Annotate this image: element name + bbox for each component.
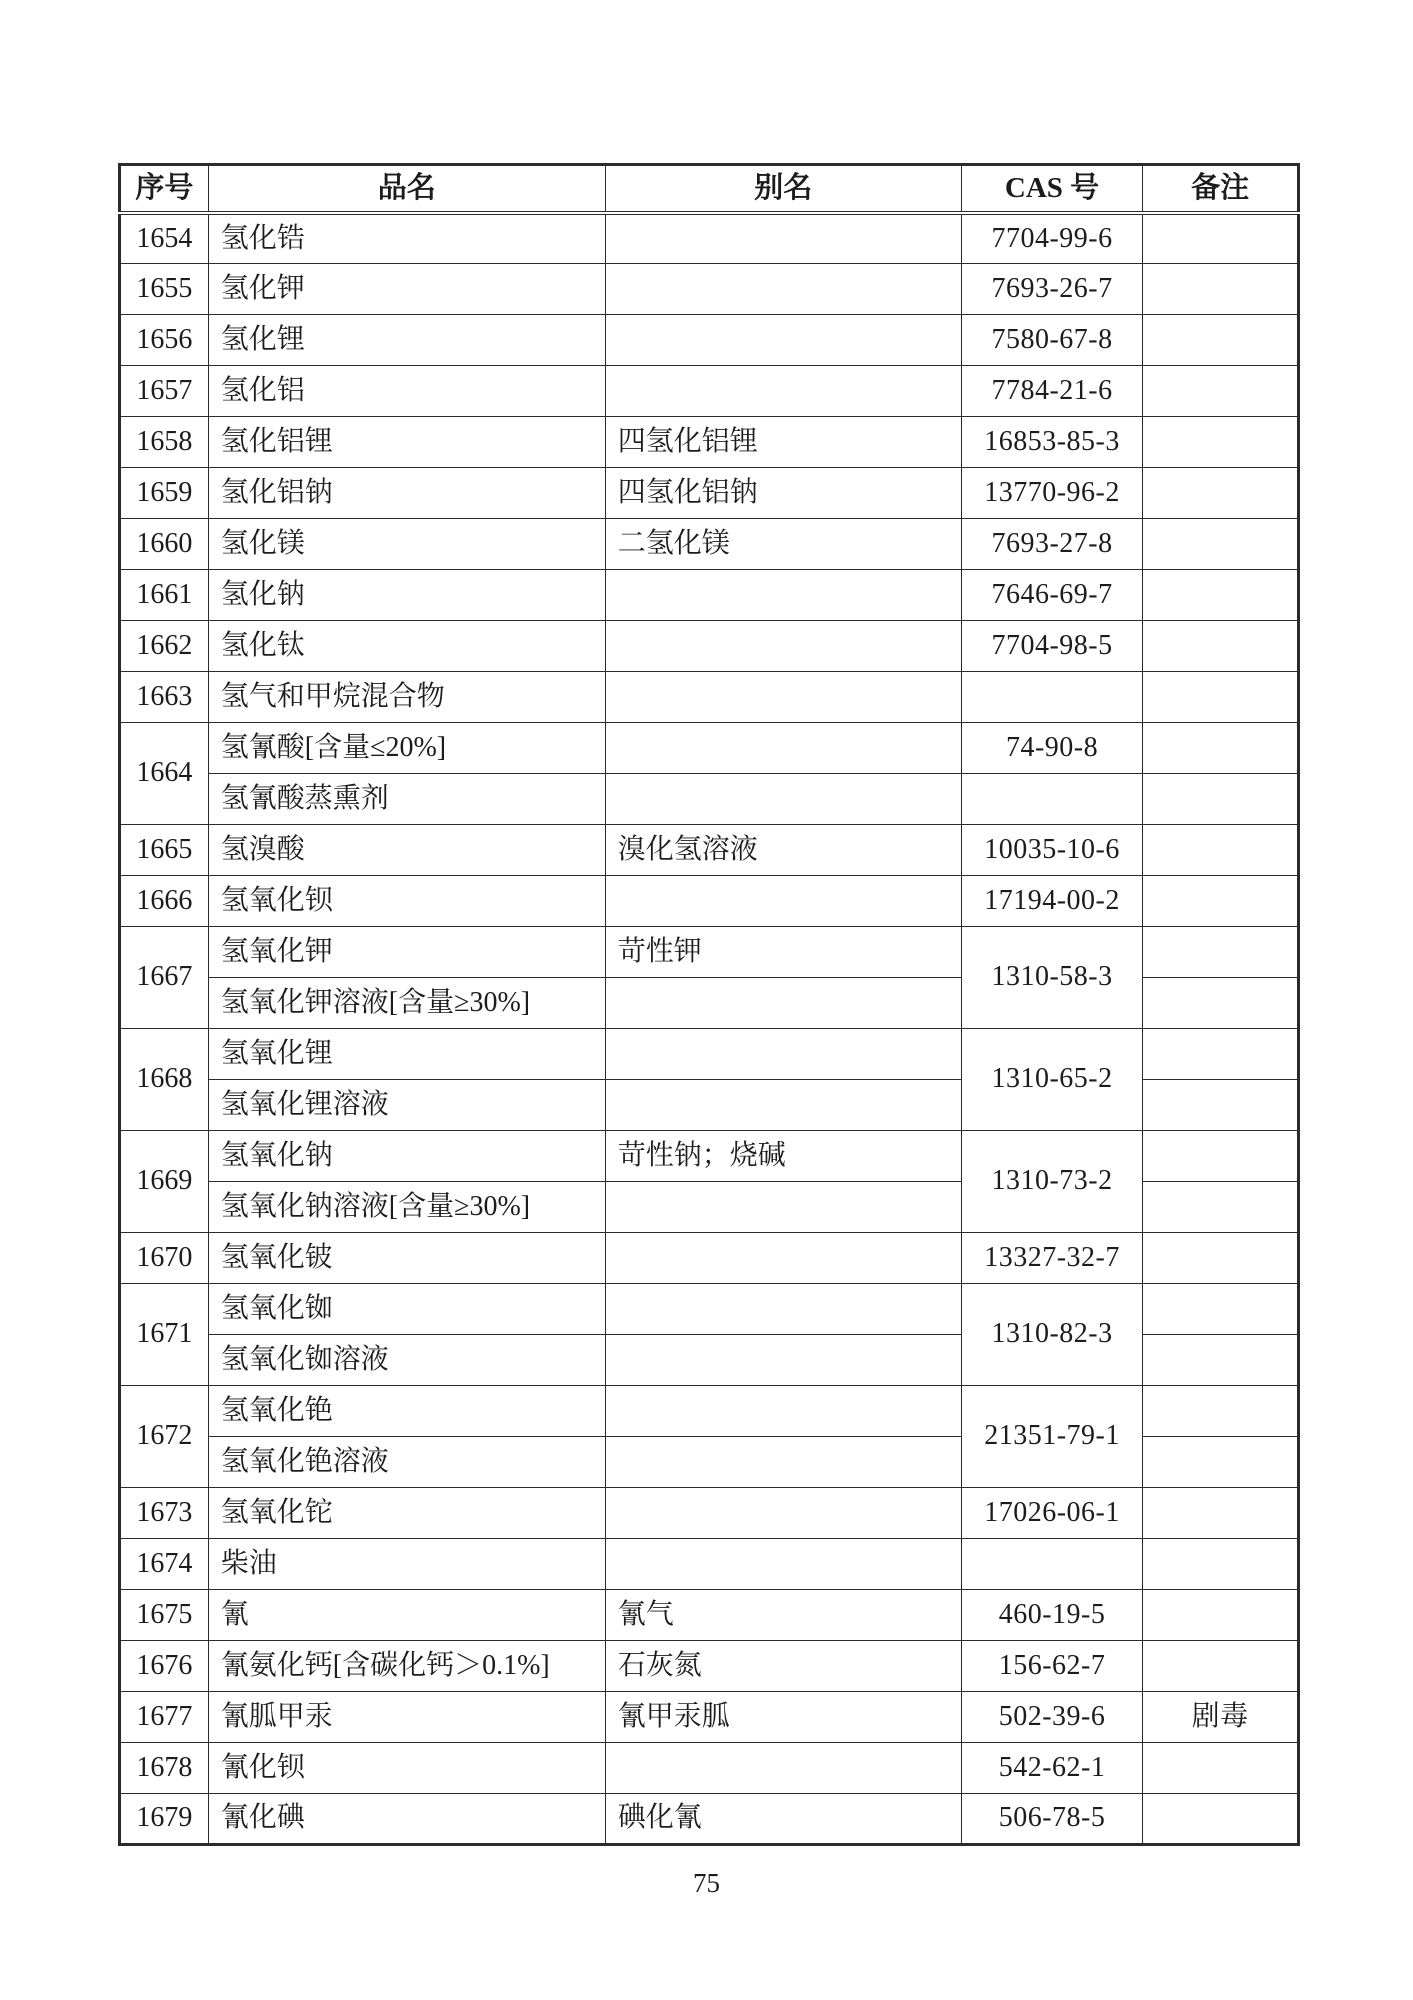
cell-remark: 剧毒 [1143, 1692, 1299, 1743]
table-row [120, 264, 1299, 315]
cell-alias [605, 213, 961, 264]
cell-alias [605, 1488, 961, 1539]
cell-cas: 13327-32-7 [961, 1233, 1143, 1284]
cell-name: 氢氧化钡 [208, 876, 605, 927]
cell-remark [1143, 315, 1299, 366]
col-header-remark: 备注 [1143, 165, 1299, 213]
cell-serial: 1675 [120, 1590, 209, 1641]
table-row [120, 1029, 1299, 1080]
cell-cas: 156-62-7 [961, 1641, 1143, 1692]
cell-alias [605, 1284, 961, 1335]
cell-name: 氢化钾 [208, 264, 605, 315]
cell-serial: 1657 [120, 366, 209, 417]
cell-remark [1143, 1233, 1299, 1284]
cell-serial: 1676 [120, 1641, 209, 1692]
cell-remark [1143, 672, 1299, 723]
table-row [120, 417, 1299, 468]
cell-remark [1143, 468, 1299, 519]
cell-remark [1143, 1131, 1299, 1182]
cell-name: 氢化锆 [208, 213, 605, 264]
cell-serial: 1654 [120, 213, 209, 264]
cell-remark [1143, 1590, 1299, 1641]
cell-remark [1143, 1539, 1299, 1590]
cell-alias: 氰甲汞胍 [605, 1692, 961, 1743]
cell-name: 氢氧化钠溶液[含量≥30%] [208, 1182, 605, 1233]
cell-cas: 502-39-6 [961, 1692, 1143, 1743]
cell-remark [1143, 978, 1299, 1029]
cell-name: 氢氰酸蒸熏剂 [208, 774, 605, 825]
cell-name: 氢氧化铯 [208, 1386, 605, 1437]
cell-serial: 1669 [120, 1131, 209, 1233]
cell-alias: 氰气 [605, 1590, 961, 1641]
cell-name: 氢氰酸[含量≤20%] [208, 723, 605, 774]
cell-name: 氢氧化铊 [208, 1488, 605, 1539]
cell-alias: 苛性钠；烧碱 [605, 1131, 961, 1182]
cell-remark [1143, 570, 1299, 621]
cell-alias [605, 723, 961, 774]
cell-cas [961, 1539, 1143, 1590]
cell-serial: 1673 [120, 1488, 209, 1539]
cell-cas: 1310-58-3 [961, 927, 1143, 1029]
cell-cas: 1310-73-2 [961, 1131, 1143, 1233]
cell-alias [605, 264, 961, 315]
cell-name: 氢氧化钠 [208, 1131, 605, 1182]
cell-remark [1143, 1641, 1299, 1692]
table-row [120, 1641, 1299, 1692]
cell-serial: 1660 [120, 519, 209, 570]
col-header-name: 品名 [208, 165, 605, 213]
cell-alias [605, 621, 961, 672]
cell-alias [605, 1437, 961, 1488]
table-row [120, 621, 1299, 672]
cell-remark [1143, 876, 1299, 927]
cell-alias [605, 1743, 961, 1794]
table-row [120, 1488, 1299, 1539]
cell-name: 氢化钛 [208, 621, 605, 672]
cell-serial: 1678 [120, 1743, 209, 1794]
cell-name: 氰化钡 [208, 1743, 605, 1794]
cell-remark [1143, 366, 1299, 417]
cell-alias: 溴化氢溶液 [605, 825, 961, 876]
cell-alias [605, 978, 961, 1029]
table-row [120, 723, 1299, 774]
cell-cas: 460-19-5 [961, 1590, 1143, 1641]
cell-name: 氰 [208, 1590, 605, 1641]
cell-cas: 7784-21-6 [961, 366, 1143, 417]
table-row [120, 1131, 1299, 1182]
cell-alias: 碘化氰 [605, 1794, 961, 1845]
cell-name: 氢氧化铷溶液 [208, 1335, 605, 1386]
cell-remark [1143, 1284, 1299, 1335]
cell-name: 氢化铝 [208, 366, 605, 417]
cell-remark [1143, 825, 1299, 876]
cell-cas: 21351-79-1 [961, 1386, 1143, 1488]
cell-alias: 四氢化铝锂 [605, 417, 961, 468]
cell-name: 氢气和甲烷混合物 [208, 672, 605, 723]
cell-name: 氢化锂 [208, 315, 605, 366]
cell-cas: 74-90-8 [961, 723, 1143, 774]
table-row [120, 468, 1299, 519]
cell-alias [605, 1335, 961, 1386]
chemicals-table [118, 163, 1300, 1846]
cell-alias [605, 774, 961, 825]
cell-remark [1143, 774, 1299, 825]
cell-cas: 10035-10-6 [961, 825, 1143, 876]
cell-alias [605, 1539, 961, 1590]
table-row [120, 213, 1299, 264]
chemicals-table-wrap [118, 163, 1300, 1846]
cell-cas [961, 774, 1143, 825]
cell-remark [1143, 519, 1299, 570]
cell-name: 氢氧化锂 [208, 1029, 605, 1080]
cell-serial: 1666 [120, 876, 209, 927]
cell-remark [1143, 621, 1299, 672]
cell-serial: 1664 [120, 723, 209, 825]
cell-cas: 17026-06-1 [961, 1488, 1143, 1539]
cell-alias [605, 315, 961, 366]
cell-cas: 7704-99-6 [961, 213, 1143, 264]
table-row [120, 927, 1299, 978]
table-row [120, 774, 1299, 825]
table-body [120, 213, 1299, 1845]
cell-serial: 1667 [120, 927, 209, 1029]
col-header-serial: 序号 [120, 165, 209, 213]
table-row [120, 825, 1299, 876]
cell-name: 氢化铝锂 [208, 417, 605, 468]
cell-serial: 1659 [120, 468, 209, 519]
cell-cas: 7693-26-7 [961, 264, 1143, 315]
cell-alias [605, 570, 961, 621]
cell-remark [1143, 1743, 1299, 1794]
cell-name: 氢氧化铷 [208, 1284, 605, 1335]
cell-name: 氢氧化铯溶液 [208, 1437, 605, 1488]
cell-remark [1143, 1029, 1299, 1080]
table-row [120, 876, 1299, 927]
cell-alias: 石灰氮 [605, 1641, 961, 1692]
table-row [120, 1692, 1299, 1743]
cell-remark [1143, 1488, 1299, 1539]
table-row [120, 1233, 1299, 1284]
cell-remark [1143, 1437, 1299, 1488]
cell-name: 氢化铝钠 [208, 468, 605, 519]
cell-serial: 1658 [120, 417, 209, 468]
cell-remark [1143, 1182, 1299, 1233]
cell-name: 氰氨化钙[含碳化钙＞0.1%] [208, 1641, 605, 1692]
cell-alias [605, 366, 961, 417]
cell-alias [605, 1080, 961, 1131]
cell-alias [605, 876, 961, 927]
cell-cas: 542-62-1 [961, 1743, 1143, 1794]
cell-remark [1143, 1386, 1299, 1437]
cell-alias: 四氢化铝钠 [605, 468, 961, 519]
cell-alias [605, 1233, 961, 1284]
cell-name: 柴油 [208, 1539, 605, 1590]
cell-cas: 17194-00-2 [961, 876, 1143, 927]
cell-serial: 1672 [120, 1386, 209, 1488]
cell-alias [605, 1386, 961, 1437]
cell-serial: 1655 [120, 264, 209, 315]
cell-name: 氢氧化铍 [208, 1233, 605, 1284]
cell-serial: 1665 [120, 825, 209, 876]
cell-serial: 1674 [120, 1539, 209, 1590]
cell-remark [1143, 723, 1299, 774]
cell-alias [605, 672, 961, 723]
cell-name: 氰胍甲汞 [208, 1692, 605, 1743]
cell-cas [961, 672, 1143, 723]
cell-serial: 1656 [120, 315, 209, 366]
cell-remark [1143, 1335, 1299, 1386]
cell-name: 氢氧化钾溶液[含量≥30%] [208, 978, 605, 1029]
cell-alias [605, 1029, 961, 1080]
cell-name: 氢化镁 [208, 519, 605, 570]
cell-cas: 7646-69-7 [961, 570, 1143, 621]
table-row [120, 1590, 1299, 1641]
cell-serial: 1668 [120, 1029, 209, 1131]
cell-name: 氢溴酸 [208, 825, 605, 876]
cell-cas: 506-78-5 [961, 1794, 1143, 1845]
cell-serial: 1663 [120, 672, 209, 723]
cell-remark [1143, 264, 1299, 315]
cell-cas: 1310-65-2 [961, 1029, 1143, 1131]
cell-alias [605, 1182, 961, 1233]
table-row [120, 1284, 1299, 1335]
cell-serial: 1679 [120, 1794, 209, 1845]
cell-remark [1143, 417, 1299, 468]
cell-name: 氰化碘 [208, 1794, 605, 1845]
col-header-alias: 别名 [605, 165, 961, 213]
cell-serial: 1671 [120, 1284, 209, 1386]
table-row [120, 315, 1299, 366]
cell-name: 氢氧化钾 [208, 927, 605, 978]
cell-serial: 1661 [120, 570, 209, 621]
cell-remark [1143, 1794, 1299, 1845]
cell-cas: 16853-85-3 [961, 417, 1143, 468]
table-row [120, 366, 1299, 417]
cell-cas: 1310-82-3 [961, 1284, 1143, 1386]
table-row [120, 1539, 1299, 1590]
cell-name: 氢化钠 [208, 570, 605, 621]
table-row [120, 672, 1299, 723]
cell-serial: 1670 [120, 1233, 209, 1284]
cell-cas: 7693-27-8 [961, 519, 1143, 570]
table-row [120, 1794, 1299, 1845]
cell-remark [1143, 927, 1299, 978]
cell-remark [1143, 1080, 1299, 1131]
col-header-cas: CAS 号 [961, 165, 1143, 213]
cell-serial: 1662 [120, 621, 209, 672]
table-row [120, 570, 1299, 621]
cell-name: 氢氧化锂溶液 [208, 1080, 605, 1131]
table-row [120, 1386, 1299, 1437]
cell-remark [1143, 213, 1299, 264]
table-row [120, 519, 1299, 570]
table-row [120, 1743, 1299, 1794]
cell-cas: 7580-67-8 [961, 315, 1143, 366]
cell-alias: 苛性钾 [605, 927, 961, 978]
cell-cas: 7704-98-5 [961, 621, 1143, 672]
table-header-row [120, 165, 1299, 213]
page-number: 75 [693, 1868, 720, 1898]
cell-serial: 1677 [120, 1692, 209, 1743]
cell-cas: 13770-96-2 [961, 468, 1143, 519]
cell-alias: 二氢化镁 [605, 519, 961, 570]
